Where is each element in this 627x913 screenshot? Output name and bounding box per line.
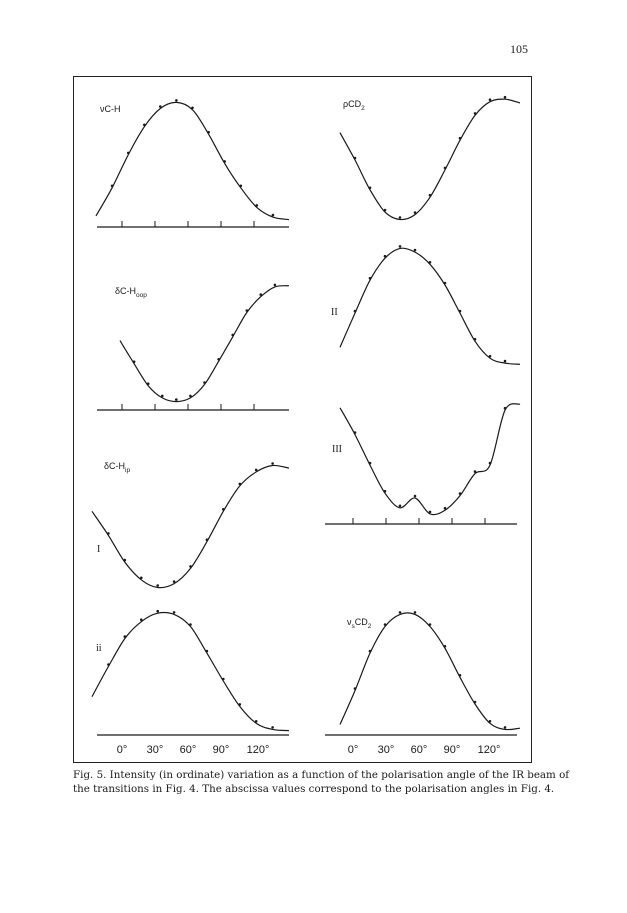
data-point [429,194,432,197]
data-point [124,559,127,562]
data-point [369,462,372,465]
data-point [156,610,159,613]
data-point [474,338,477,341]
x-tick-label: 120° [477,744,501,756]
data-point [489,720,492,723]
data-point [239,703,242,706]
data-point [206,538,209,541]
intensity-curve [120,286,289,402]
data-point [231,334,234,337]
data-point [272,214,275,217]
data-point [107,532,110,535]
data-point [354,431,357,434]
data-point [175,398,178,401]
data-point [414,249,417,252]
data-point [414,211,417,214]
x-tick-label: 0° [116,744,128,756]
data-point [255,204,258,207]
data-point [107,663,110,666]
data-point [156,584,159,587]
data-point [399,245,402,248]
data-point [222,678,225,681]
data-point [414,495,417,498]
x-tick-label: 30° [377,744,395,756]
data-point [474,470,477,473]
data-point [459,492,462,495]
data-point [173,611,176,614]
data-point [489,98,492,101]
page-number: 105 [510,42,528,56]
data-point [429,261,432,264]
data-point [189,565,192,568]
figure-caption [73,768,570,796]
curves-layer [92,96,520,731]
data-point [429,623,432,626]
intensity-curve [340,404,520,515]
intensity-curve [96,102,289,219]
data-point [474,112,477,115]
roman-label-ii: ii [96,643,102,654]
data-point [189,395,192,398]
data-point [240,185,243,188]
data-point [124,635,127,638]
data-point [489,355,492,358]
panel-label-dch-ip: $\delta C-H_{ip}$ [104,461,131,474]
data-point [399,216,402,219]
data-point [459,674,462,677]
intensity-curve [92,612,289,730]
data-point [159,105,162,108]
data-point [444,167,447,170]
data-point [222,508,225,511]
data-point [369,187,372,190]
data-point [255,469,258,472]
data-point [459,310,462,313]
intensity-curve [92,465,289,587]
data-point [147,382,150,385]
data-point [271,462,274,465]
data-point [354,687,357,690]
data-point [203,381,206,384]
data-point [189,623,192,626]
data-point [384,623,387,626]
data-point [206,650,209,653]
data-point [474,701,477,704]
data-point [489,462,492,465]
data-point [217,358,220,361]
caption-line-1: Fig. 5. Intensity (in ordinate) variation as a function of the polarisation angle of the IR beam of [73,769,570,781]
data-point [384,490,387,493]
data-point [354,310,357,313]
data-point [127,152,130,155]
data-point [504,407,507,410]
data-point [246,309,249,312]
x-tick-label: 90° [212,744,230,756]
roman-label-III: III [332,444,342,455]
data-point [143,124,146,127]
data-point [173,580,176,583]
data-point [444,282,447,285]
data-point [504,96,507,99]
data-point [384,209,387,212]
intensity-curve [340,248,520,364]
data-point [207,131,210,134]
roman-label-II: II [331,307,338,318]
data-point [111,185,114,188]
panel-label-rcd2: ρCD$_2$ [343,99,365,112]
x-tick-label: 120° [246,744,270,756]
data-point [504,360,507,363]
data-point [239,483,242,486]
x-tick-label: 60° [179,744,197,756]
data-point [354,157,357,160]
data-point [369,650,372,653]
data-point [271,726,274,729]
data-point [444,507,447,510]
panel-label-dch-oop: $\delta C-H_{oop}$ [115,286,147,299]
data-point [175,99,178,102]
data-point [384,255,387,258]
data-point [429,511,432,514]
data-point [140,577,143,580]
intensity-curve [340,99,520,219]
data-point [369,277,372,280]
data-point [223,160,226,163]
x-tick-label: 60° [410,744,428,756]
x-tick-label: 0° [347,744,359,756]
panel-label-vch: νC-H [100,104,121,114]
data-point [459,137,462,140]
data-point [504,726,507,729]
data-point [191,107,194,110]
intensity-curve [340,613,520,730]
panel-label-vscd2: $\nu_sCD_2$ [347,617,372,630]
x-tick-label: 30° [146,744,164,756]
caption-line-2: the transitions in Fig. 4. The abscissa values correspond to the polarisation angles in Fig. 4. [73,783,555,795]
data-point [133,360,136,363]
x-tick-label: 90° [443,744,461,756]
roman-label-I: I [97,544,101,555]
data-point [255,720,258,723]
data-point [414,611,417,614]
data-point [399,611,402,614]
data-point [399,505,402,508]
data-point [161,395,164,398]
data-point [444,645,447,648]
data-point [260,293,263,296]
data-point [274,284,277,287]
data-point [140,618,143,621]
